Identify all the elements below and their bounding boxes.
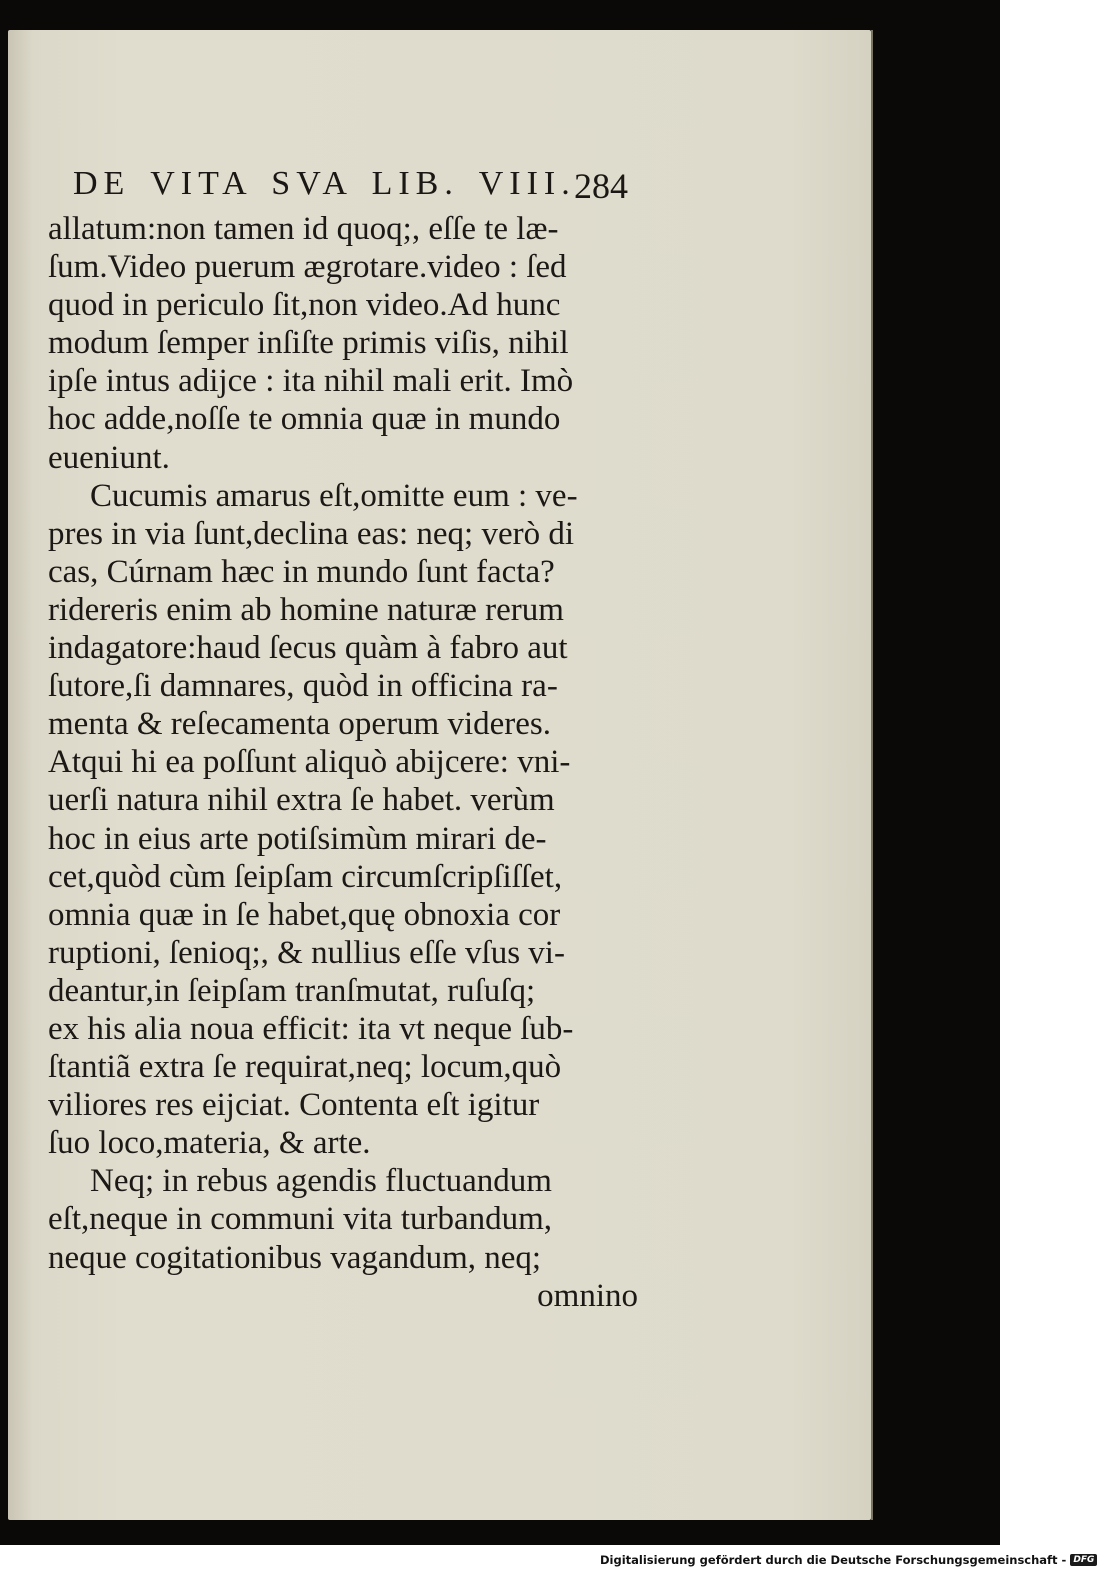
paragraph-start-line: Cucumis amarus eſt,omitte eum : ve- — [90, 477, 578, 514]
text-line: viliores res eijciat. Contenta eſt igitur — [48, 1087, 540, 1124]
text-line: allatum:non tamen id quoq;, eſſe te læ- — [48, 211, 559, 247]
dfg-logo: DFG — [1070, 1554, 1097, 1566]
catchword: omnino — [537, 1277, 638, 1314]
text-line: ſum.Video puerum ægrotare.video : ſed — [48, 249, 567, 286]
text-line: Atqui hi ea poſſunt aliquò abijcere: vni- — [48, 744, 571, 781]
text-line: uerſi natura nihil extra ſe habet. verùm — [48, 782, 555, 819]
running-title: DE VITA SVA LIB. VIII. — [73, 165, 576, 202]
text-line: cet,quòd cùm ſeipſam circumſcripſiſſet, — [48, 858, 563, 895]
page-number: 284 — [574, 166, 628, 206]
text-line: ruptioni, ſenioq;, & nullius eſſe vſus vi- — [48, 934, 565, 971]
page-edge — [871, 30, 873, 1520]
text-line: neque cogitationibus vagandum, neq; — [48, 1239, 542, 1276]
text-line: ipſe intus adijce : ita nihil mali erit. Imò — [48, 363, 574, 400]
text-line: indagatore:haud ſecus quàm à fabro aut — [48, 630, 568, 667]
text-line: modum ſemper inſiſte primis viſis, nihil — [48, 325, 569, 362]
body-text — [48, 210, 643, 1315]
text-line: ſutore,ſi damnares, quòd in officina ra- — [48, 668, 558, 705]
text-line: ridereris enim ab homine naturæ rerum — [48, 591, 564, 628]
text-line: quod in periculo ſit,non video.Ad hunc — [48, 287, 561, 324]
text-line: pres in via ſunt,declina eas: neq; verò di — [48, 515, 575, 552]
text-line: omnia quæ in ſe habet,quę obnoxia cor — [48, 896, 561, 933]
paragraph-start-line: Neq; in rebus agendis fluctuandum — [90, 1163, 552, 1200]
text-line: eſt,neque in communi vita turbandum, — [48, 1201, 553, 1238]
credit-text: Digitalisierung gefördert durch die Deutsche Forschungsgemeinschaft - — [600, 1553, 1067, 1567]
text-line: ex his alia noua efficit: ita vt neque ſub- — [48, 1010, 574, 1047]
book-page — [8, 30, 871, 1520]
text-line: ſtantiã extra ſe requirat,neq; locum,quò — [48, 1049, 562, 1086]
running-head — [73, 165, 628, 209]
text-line: cas, Cúrnam hæc in mundo ſunt facta? — [48, 553, 555, 590]
text-line: ſuo loco,materia, & arte. — [48, 1125, 371, 1162]
text-line: deantur,in ſeipſam tranſmutat, ruſuſq; — [48, 972, 536, 1009]
text-line: hoc in eius arte potiſsimùm mirari de- — [48, 820, 547, 857]
text-line: eueniunt. — [48, 439, 170, 476]
text-line: menta & reſecamenta operum videres. — [48, 706, 552, 743]
digitization-credit — [600, 1548, 1095, 1572]
text-line: hoc adde,noſſe te omnia quæ in mundo — [48, 401, 561, 438]
